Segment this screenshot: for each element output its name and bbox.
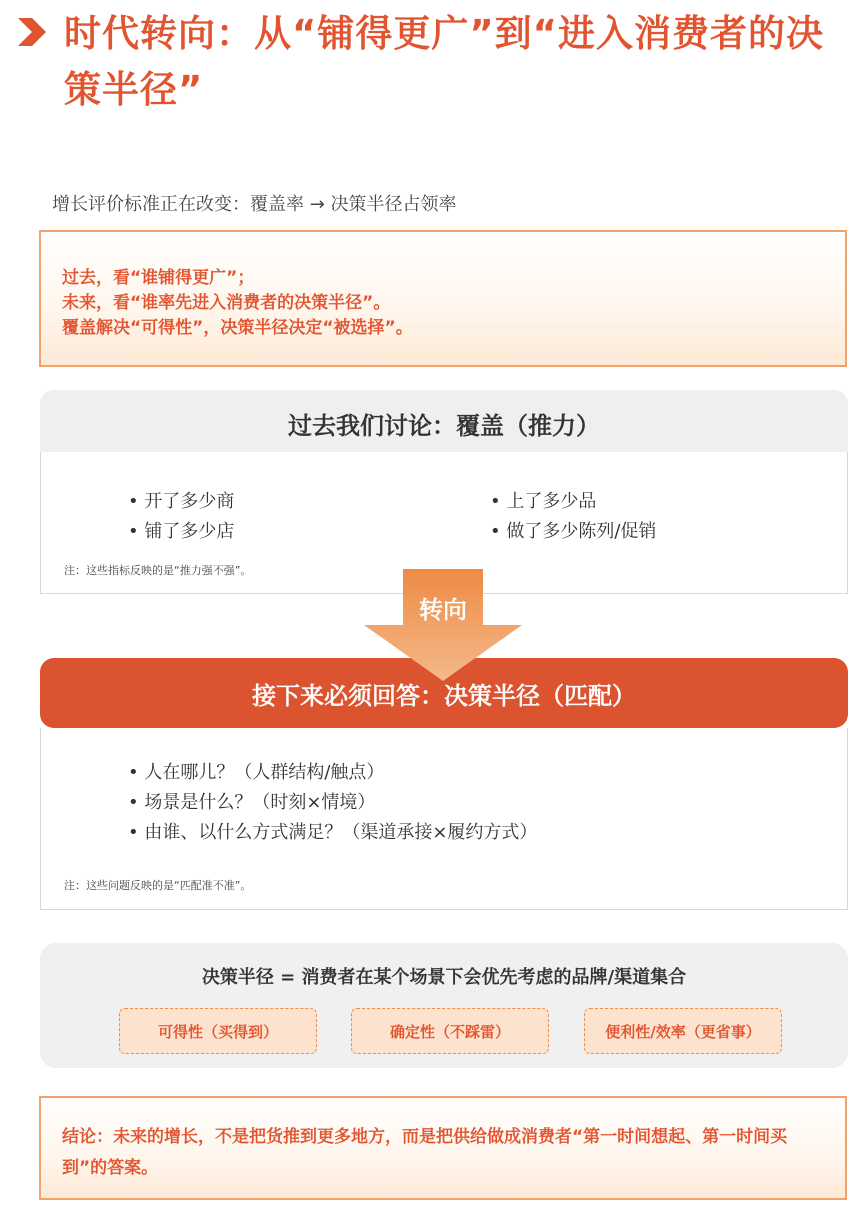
list-item: • 开了多少商 — [128, 491, 235, 512]
past-note: 注：这些指标反映的是“推力强不强”。 — [64, 564, 252, 577]
list-item: • 做了多少陈列/促销 — [490, 521, 657, 542]
pill-certainty: 确定性（不踩雷） — [351, 1008, 549, 1054]
arrow-label: 转向 — [419, 596, 467, 624]
next-note: 注：这些问题反映的是“匹配准不准”。 — [64, 879, 252, 892]
page-title: 时代转向：从“铺得更广”到“进入消费者的决策半径” — [64, 12, 824, 111]
list-item: • 铺了多少店 — [128, 521, 235, 542]
list-item: • 上了多少品 — [490, 491, 597, 512]
down-arrow-icon — [362, 569, 524, 683]
definition-title: 决策半径 = 消费者在某个场景下会优先考虑的品牌/渠道集合 — [201, 967, 687, 988]
page-subtitle: 增长评价标准正在改变：覆盖率 → 决策半径占领率 — [52, 194, 457, 215]
list-item: • 场景是什么？（时刻×情境） — [128, 792, 376, 813]
highlight-line: 未来，看“谁率先进入消费者的决策半径”。 — [62, 293, 391, 313]
pill-convenience: 便利性/效率（更省事） — [584, 1008, 782, 1054]
list-item: • 人在哪儿？（人群结构/触点） — [128, 762, 385, 783]
past-section-title: 过去我们讨论：覆盖（推力） — [288, 412, 600, 440]
pill-availability: 可得性（买得到） — [119, 1008, 317, 1054]
chevron-right-icon — [14, 14, 50, 50]
highlight-line: 覆盖解决“可得性”，决策半径决定“被选择”。 — [62, 318, 413, 338]
conclusion-text: 结论：未来的增长，不是把货推到更多地方，而是把供给做成消费者“第一时间想起、第一时间买到”的答案。 — [62, 1127, 788, 1178]
next-section-title: 接下来必须回答：决策半径（匹配） — [252, 682, 636, 710]
list-item: • 由谁、以什么方式满足？（渠道承接×履约方式） — [128, 822, 538, 843]
highlight-line: 过去，看“谁铺得更广”； — [62, 268, 255, 288]
